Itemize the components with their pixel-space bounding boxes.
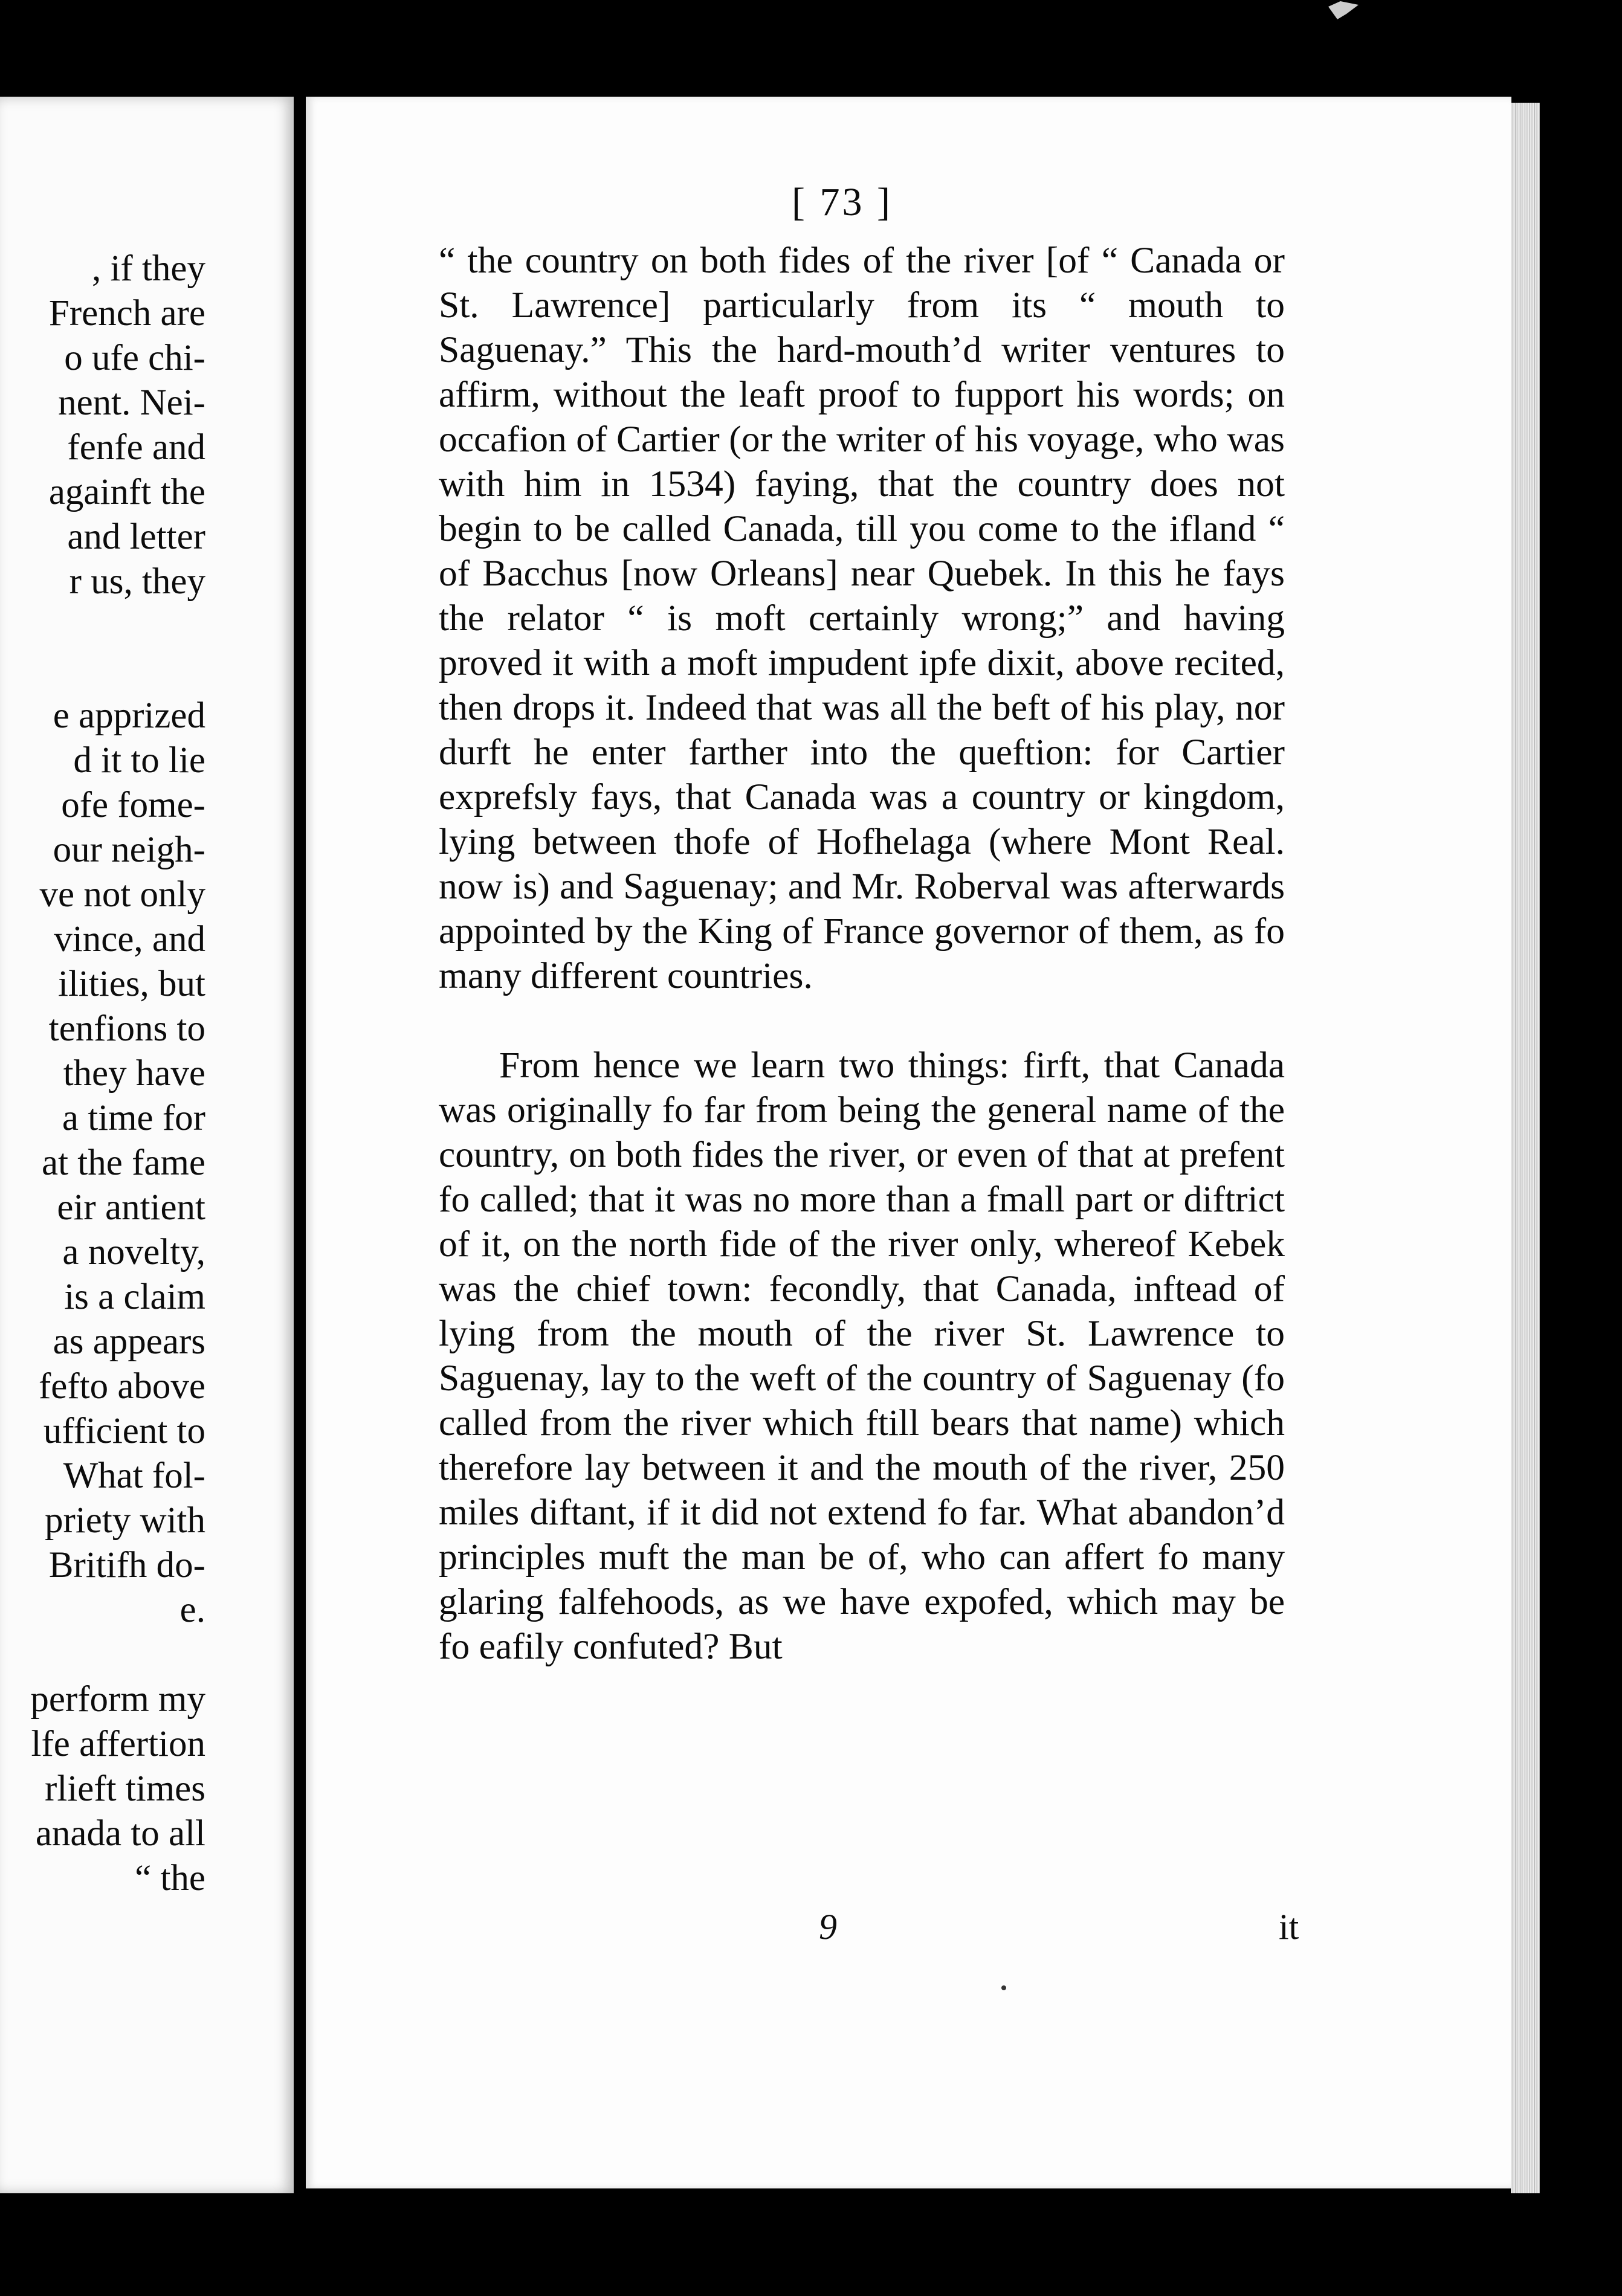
left-page-line: , if they <box>91 248 205 289</box>
left-page-line: e apprized <box>53 695 205 736</box>
left-page-line: priety with <box>45 1500 205 1541</box>
left-page-line: tenfions to <box>48 1008 205 1049</box>
left-page-line: vince, and <box>54 919 205 959</box>
left-page-line: d it to lie <box>73 740 205 781</box>
left-page-line: ofe fome- <box>61 785 205 825</box>
left-page-line: What fol- <box>63 1456 205 1496</box>
left-page-line: fefto above <box>38 1366 205 1407</box>
left-page-line: perform my <box>30 1679 205 1720</box>
left-page-line: as appears <box>53 1321 205 1362</box>
corner-mark <box>1328 1 1359 19</box>
left-page-line: anada to all <box>35 1813 205 1854</box>
left-page-line: and letter <box>67 517 205 557</box>
left-page-line: o ufe chi- <box>64 338 205 378</box>
page-header: [ 73 ] <box>792 180 893 224</box>
main-text <box>439 238 1285 1669</box>
left-page-line: French are <box>48 293 205 334</box>
left-page-line: rlieft times <box>45 1769 205 1809</box>
page-edge <box>1511 103 1540 2193</box>
left-page-line: lfe affertion <box>31 1724 205 1764</box>
paragraph-2: From hence we learn two things: firft, that Canada was originally fo far from being the general name of the country, on both fides the river, or even of that at prefent fo called; that it was no more than a fmall part or diftrict of it, on the north fide of the river only, whereof Kebek was the chief town: fecondly, that Canada, inftead of lying from the mouth of the river St. Lawrence to Saguenay, lay to the weft of the country of Saguenay (fo called from the river which ftill bears that name) which therefore lay between it and the mouth of the river, 250 miles diftant, if it did not extend fo far. What abandon’d principles muft the man be of, who can affert fo many glaring falfehoods, as we have expofed, which may be fo eafily confuted? But <box>439 1045 1285 1667</box>
paragraph-1: “ the country on both fides of the river [of “ Canada or St. Lawrence] particularly from its “ mouth to Saguenay.” This the hard-mouth’d writer ventures to affirm, without the leaft proof to fupport his words; on occafion of Cartier (or the writer of his voyage, who was with him in 1534) faying, that the country does not begin to be called Canada, till you come to the ifland “ of Bacchus [now Orleans] near Quebek. In this he fays the relator “ is moft certainly wrong;” and having proved it with a moft impudent ipfe dixit, above recited, then drops it. Indeed that was all the beft of his play, nor durft he enter farther into the queftion: for Cartier exprefsly fays, that Canada was a country or kingdom, lying between thofe of Hofhelaga (where Mont Real. now is) and Saguenay; and Mr. Roberval was afterwards appointed by the King of France governor of them, as fo many different countries. <box>439 240 1285 996</box>
left-page-line: e. <box>179 1590 205 1630</box>
left-page-line: a novelty, <box>62 1232 205 1272</box>
left-page-line: Britifh do- <box>48 1545 205 1585</box>
left-page-line: r us, they <box>69 561 205 602</box>
left-page-line: eir antient <box>57 1187 205 1228</box>
left-page-line: nent. Nei- <box>58 382 205 423</box>
catchword: it <box>1279 1907 1299 1947</box>
signature-mark: 9 <box>819 1907 837 1947</box>
ink-dot <box>1001 1985 1006 1990</box>
left-page-line: our neigh- <box>53 830 205 870</box>
left-page-line: ilities, but <box>58 964 205 1004</box>
left-page-line: ufficient to <box>43 1411 205 1451</box>
left-page-line: at the fame <box>42 1143 205 1183</box>
left-page-line: ve not only <box>39 874 205 915</box>
left-page-line: againft the <box>48 472 205 512</box>
left-page-line: they have <box>63 1053 205 1094</box>
left-page-line: is a claim <box>64 1277 205 1317</box>
left-page <box>0 97 294 2193</box>
left-page-line: fenfe and <box>67 427 205 468</box>
left-page-line: a time for <box>62 1098 205 1138</box>
left-page-line: “ the <box>135 1858 205 1898</box>
